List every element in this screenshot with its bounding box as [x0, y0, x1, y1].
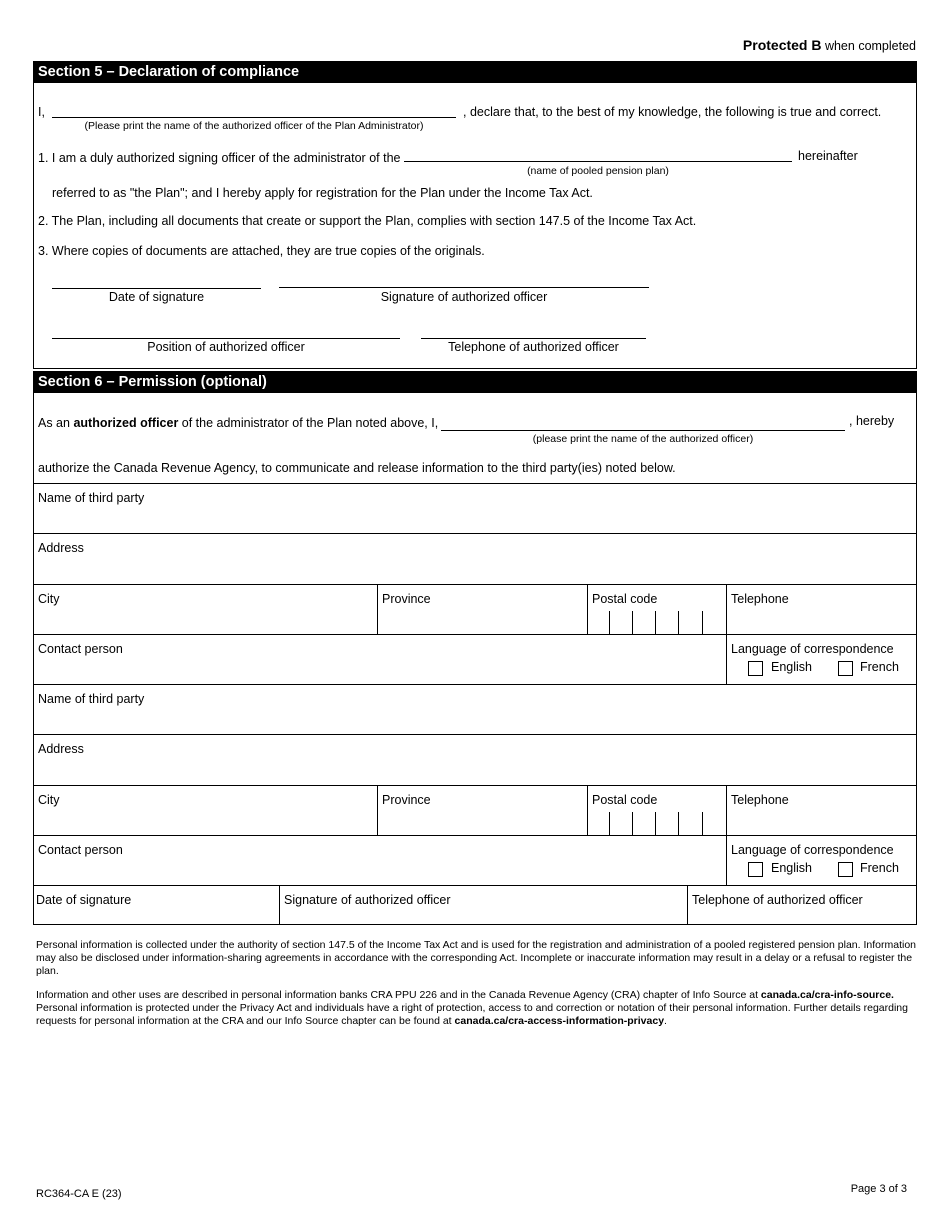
- tp2-french-checkbox[interactable]: [838, 862, 853, 877]
- tp1-telephone-label: Telephone: [731, 592, 789, 606]
- tp2-french-label: French: [860, 861, 899, 875]
- s5-position-field[interactable]: [52, 338, 400, 339]
- s5-date-field[interactable]: [52, 288, 261, 289]
- tp1-name-cell[interactable]: [33, 483, 917, 533]
- s6-officer-name-field[interactable]: [441, 430, 845, 431]
- third-party-grid: [33, 483, 917, 925]
- tp2-postal-cell[interactable]: [587, 785, 726, 835]
- s5-date-caption: Date of signature: [108, 290, 205, 304]
- form-id: RC364-CA E (23): [36, 1188, 122, 1200]
- tp2-name-label: Name of third party: [38, 692, 145, 706]
- s5-signature-field[interactable]: [279, 287, 649, 288]
- s6-intro-b: of the administrator of the Plan noted above, I,: [178, 416, 439, 430]
- tp1-contact-cell[interactable]: [33, 634, 726, 684]
- privacy-paragraph-2: [36, 989, 916, 1027]
- s5-intro-prefix: I,: [38, 105, 45, 119]
- s6-intro-a: As an: [38, 416, 74, 430]
- protected-b-suffix: when completed: [821, 39, 916, 53]
- tp1-contact-label: Contact person: [38, 642, 123, 656]
- s5-signature-caption: Signature of authorized officer: [380, 290, 548, 304]
- tp1-address-label: Address: [38, 541, 84, 555]
- tp1-name-label: Name of third party: [38, 491, 145, 505]
- s5-position-caption: Position of authorized officer: [147, 340, 305, 354]
- postal-divider: [655, 611, 656, 635]
- section6-title: Section 6 – Permission (optional): [33, 371, 917, 393]
- postal-divider: [678, 812, 679, 836]
- info-source-link[interactable]: canada.ca/cra-info-source.: [760, 989, 894, 1001]
- tp1-language-cell: [726, 634, 917, 684]
- tp2-language-cell: [726, 835, 917, 885]
- postal-divider: [609, 812, 610, 836]
- postal-divider: [609, 611, 610, 635]
- privacy-p2-a: Information and other uses are described in personal information banks CRA PPU 226 and in the Canada Revenue Agency (CRA) chapter of Info Source at: [36, 989, 761, 1001]
- s5-telephone-caption: Telephone of authorized officer: [448, 340, 619, 354]
- s6-sig-telephone-label: Telephone of authorized officer: [692, 893, 863, 907]
- tp2-language-label: Language of correspondence: [731, 843, 894, 857]
- protected-b-label: Protected B: [742, 37, 822, 53]
- protected-b-notice: [743, 37, 916, 53]
- privacy-p2-b: Personal information is protected under the Privacy Act and individuals have a right of protection, access to and correction or notation of their personal information. Further details regarding requests for personal information at the CRA and our Info Source chapter can be found at: [36, 1001, 908, 1027]
- s5-item1-cont: referred to as "the Plan"; and I hereby apply for registration for the Plan under the Income Tax Act.: [52, 186, 593, 200]
- tp1-english-checkbox[interactable]: [748, 661, 763, 676]
- tp1-postal-label: Postal code: [592, 592, 658, 606]
- s6-sig-signature-label: Signature of authorized officer: [284, 893, 451, 907]
- s6-authorize-text: authorize the Canada Revenue Agency, to communicate and release information to the third party(ies) noted below.: [38, 461, 676, 475]
- privacy-p2-c: .: [664, 1014, 667, 1027]
- tp1-province-label: Province: [382, 592, 431, 606]
- s5-item2: 2. The Plan, including all documents that create or support the Plan, complies with section 147.5 of the Income Tax Act.: [38, 214, 697, 228]
- s5-item1-prefix: 1. I am a duly authorized signing officer of the administrator of the: [38, 151, 401, 165]
- tp1-french-checkbox[interactable]: [838, 661, 853, 676]
- tp2-english-checkbox[interactable]: [748, 862, 763, 877]
- s6-sig-signature-cell[interactable]: [279, 885, 687, 925]
- tp1-province-cell[interactable]: [377, 584, 587, 634]
- plan-name-field[interactable]: [404, 161, 792, 162]
- s5-intro-suffix: , declare that, to the best of my knowledge, the following is true and correct.: [463, 105, 882, 119]
- tp2-name-cell[interactable]: [33, 684, 917, 734]
- access-privacy-link[interactable]: canada.ca/cra-access-information-privacy: [454, 1014, 665, 1027]
- postal-divider: [678, 611, 679, 635]
- tp1-french-label: French: [860, 660, 899, 674]
- tp1-telephone-cell[interactable]: [726, 584, 917, 634]
- tp2-address-label: Address: [38, 742, 84, 756]
- section5-title: Section 5 – Declaration of compliance: [33, 61, 917, 83]
- s6-sig-telephone-cell[interactable]: [687, 885, 917, 925]
- tp2-province-cell[interactable]: [377, 785, 587, 835]
- s5-item1-suffix: hereinafter: [798, 149, 858, 163]
- s5-telephone-field[interactable]: [421, 338, 646, 339]
- privacy-paragraph-1: Personal information is collected under the authority of section 147.5 of the Income Tax Act and is used for the registration and administration of a pooled registered pension plan. Information may also be disclosed under information-sharing agreements in accordance with the corresponding Act. Incomplete or inaccurate information may result in a delay or a refusal to register the plan.: [36, 939, 916, 977]
- tp2-postal-label: Postal code: [592, 793, 658, 807]
- postal-divider: [632, 812, 633, 836]
- tp2-province-label: Province: [382, 793, 431, 807]
- tp1-postal-cell[interactable]: [587, 584, 726, 634]
- s6-sig-date-label: Date of signature: [36, 893, 132, 907]
- tp1-city-cell[interactable]: [33, 584, 377, 634]
- s6-officer-caption: (please print the name of the authorized officer): [532, 433, 754, 445]
- officer-name-field[interactable]: [52, 117, 456, 118]
- plan-name-caption: (name of pooled pension plan): [527, 165, 669, 177]
- postal-divider: [702, 611, 703, 635]
- tp2-telephone-cell[interactable]: [726, 785, 917, 835]
- tp1-address-cell[interactable]: [33, 533, 917, 584]
- page-number: Page 3 of 3: [850, 1183, 907, 1195]
- tp1-english-label: English: [771, 660, 812, 674]
- tp1-city-label: City: [38, 592, 60, 606]
- postal-divider: [632, 611, 633, 635]
- tp2-contact-cell[interactable]: [33, 835, 726, 885]
- s6-intro-bold: authorized officer: [73, 416, 179, 430]
- tp2-city-label: City: [38, 793, 60, 807]
- postal-divider: [702, 812, 703, 836]
- tp1-language-label: Language of correspondence: [731, 642, 894, 656]
- tp2-contact-label: Contact person: [38, 843, 123, 857]
- s5-item3: 3. Where copies of documents are attached, they are true copies of the originals.: [38, 244, 485, 258]
- s6-intro-suffix: , hereby: [849, 414, 895, 428]
- postal-divider: [655, 812, 656, 836]
- tp2-address-cell[interactable]: [33, 734, 917, 785]
- tp2-telephone-label: Telephone: [731, 793, 789, 807]
- tp2-city-cell[interactable]: [33, 785, 377, 835]
- s6-sig-date-cell[interactable]: [33, 885, 279, 925]
- officer-name-caption: (Please print the name of the authorized officer of the Plan Administrator): [84, 120, 424, 132]
- s6-intro: [38, 416, 438, 430]
- tp2-english-label: English: [771, 861, 812, 875]
